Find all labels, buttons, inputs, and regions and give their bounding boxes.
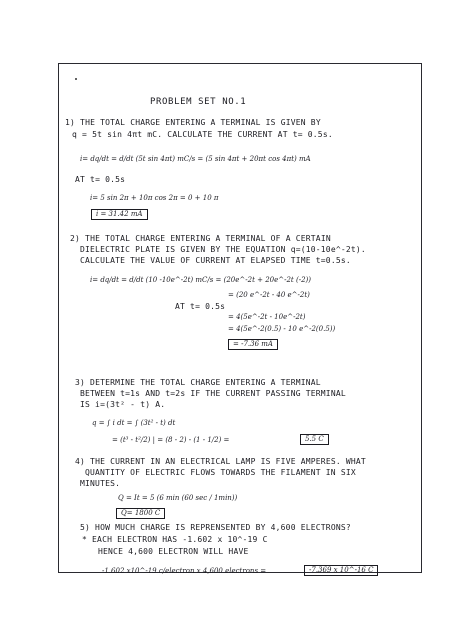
- problem-4-answer: Q= 1800 C: [116, 508, 165, 519]
- problem-1-line-2: q = 5t sin 4πt mC. CALCULATE THE CURRENT AT t= 0.5s.: [72, 130, 333, 139]
- problem-2-line-3: CALCULATE THE VALUE OF CURRENT AT ELAPSED TIME t=0.5s.: [80, 256, 351, 265]
- problem-1-condition: AT t= 0.5s: [75, 175, 126, 184]
- problem-3-answer: 5.5 C: [300, 434, 329, 445]
- problem-5-line-1: 5) HOW MUCH CHARGE IS REPRENSENTED BY 4,600 ELECTRONS?: [80, 523, 351, 532]
- problem-1-equation-2: i= 5 sin 2π + 10π cos 2π = 0 + 10 π: [90, 194, 219, 202]
- problem-3-line-2: BETWEEN t=1s AND t=2s IF THE CURRENT PASSING TERMINAL: [80, 389, 346, 398]
- problem-3-line-1: 3) DETERMINE THE TOTAL CHARGE ENTERING A TERMINAL: [75, 378, 321, 387]
- problem-3-equation-1: q = ∫ i dt = ∫ (3t² - t) dt: [92, 419, 176, 427]
- problem-2-equation-4: = 4(5e^-2(0.5) - 10 e^-2(0.5)): [228, 325, 336, 333]
- problem-2-equation-3: = 4(5e^-2t - 10e^-2t): [228, 313, 306, 321]
- problem-3-line-3: IS i=(3t² - t) A.: [80, 400, 166, 409]
- problem-4-line-3: MINUTES.: [80, 479, 121, 488]
- problem-2-answer: = -7.36 mA: [228, 339, 278, 350]
- problem-2-line-1: 2) THE TOTAL CHARGE ENTERING A TERMINAL OF A CERTAIN: [70, 234, 331, 243]
- problem-1-line-1: 1) THE TOTAL CHARGE ENTERING A TERMINAL IS GIVEN BY: [65, 118, 321, 127]
- problem-5-line-2: * EACH ELECTRON HAS -1.602 x 10^-19 C: [82, 535, 268, 544]
- problem-2-equation-1: i= dq/dt = d/dt (10 -10e^-2t) mC/s = (20e^-2t + 20e^-2t (-2)): [90, 276, 311, 284]
- problem-5-equation-1: -1.602 x10^-19 c/electron x 4,600 electrons =: [102, 567, 267, 575]
- problem-4-line-1: 4) THE CURRENT IN AN ELECTRICAL LAMP IS FIVE AMPERES. WHAT: [75, 457, 366, 466]
- problem-4-line-2: QUANTITY OF ELECTRIC FLOWS TOWARDS THE FILAMENT IN SIX: [85, 468, 356, 477]
- problem-5-answer: -7.369 x 10^-16 C: [304, 565, 378, 576]
- page-title: PROBLEM SET NO.1: [150, 97, 247, 107]
- problem-2-line-2: DIELECTRIC PLATE IS GIVEN BY THE EQUATION q=(10-10e^-2t).: [80, 245, 366, 254]
- problem-2-condition: AT t= 0.5s: [175, 302, 226, 311]
- problem-1-equation-1: i= dq/dt = d/dt (5t sin 4πt) mC/s = (5 sin 4πt + 20πt cos 4πt) mA: [80, 155, 311, 163]
- problem-5-line-3: HENCE 4,600 ELECTRON WILL HAVE: [98, 547, 249, 556]
- ink-dot: [75, 78, 77, 80]
- problem-2-equation-2: = (20 e^-2t - 40 e^-2t): [228, 291, 310, 299]
- problem-4-equation-1: Q = It = 5 (6 min (60 sec / 1min)): [118, 494, 238, 502]
- problem-3-equation-2: = (t³ - t²/2) | = (8 - 2) - (1 - 1/2) =: [112, 436, 230, 444]
- problem-1-answer: i = 31.42 mA: [91, 209, 148, 220]
